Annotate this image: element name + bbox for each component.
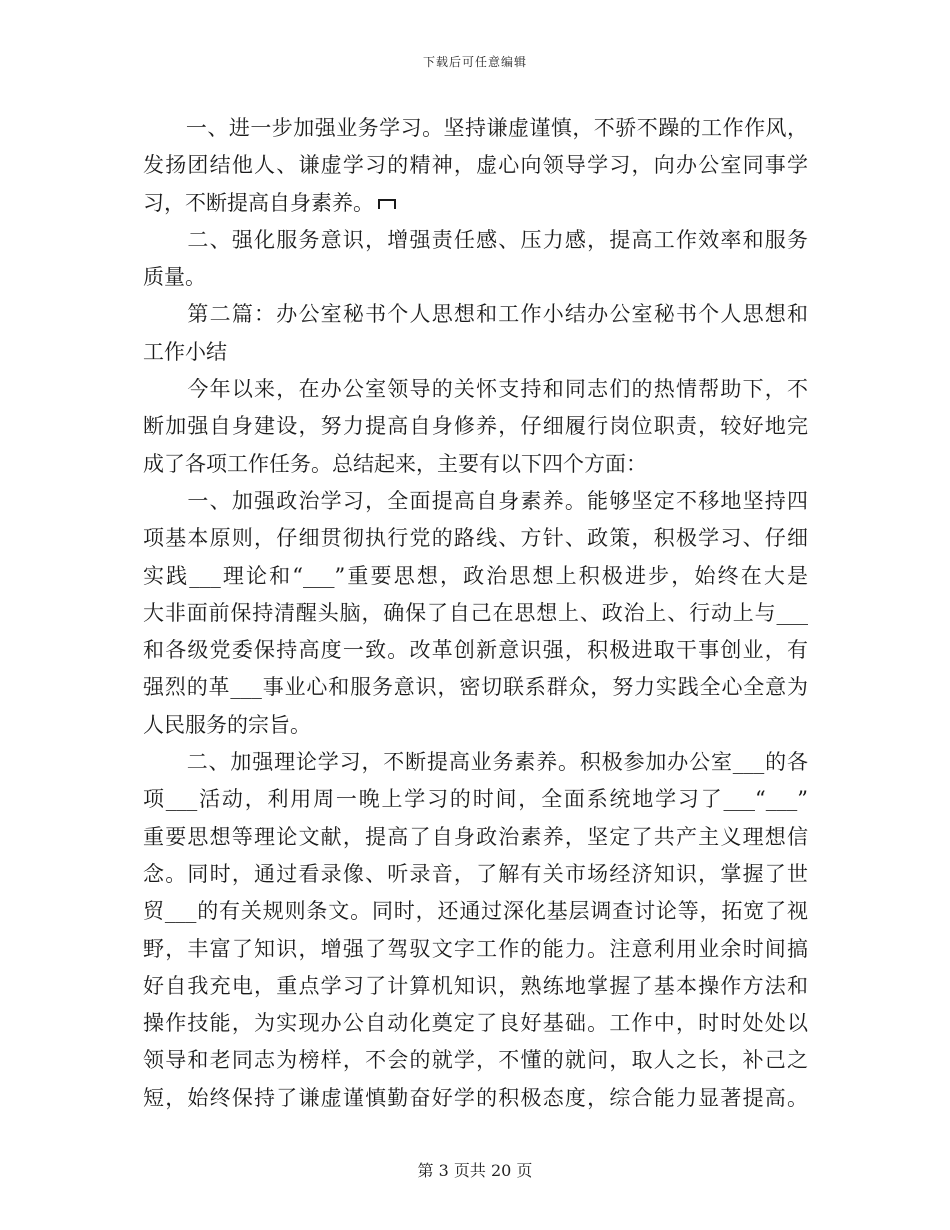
text-line	[143, 856, 808, 893]
text-line-content: 二、加强理论学习，不断提高业务素养。积极参加办公室___的各	[143, 750, 808, 775]
bracket-mark-icon	[378, 199, 396, 209]
text-line-content: 质量。	[143, 265, 206, 290]
text-line-content: 实践___理论和“___”重要思想，政治思想上积极进步，始终在大是	[143, 563, 808, 588]
text-line-content: 项___活动，利用周一晚上学习的时间，全面系统地学习了___“___”	[143, 787, 808, 812]
text-line	[143, 110, 808, 147]
page-header: 下载后可任意编辑	[422, 55, 527, 69]
text-line-content: 二、强化服务意识，增强责任感、压力感，提高工作效率和服务	[143, 227, 808, 252]
text-line-content: 习，不断提高自身素养。	[143, 190, 374, 215]
text-line-content: 好自我充电，重点学习了计算机知识，熟练地掌握了基本操作方法和	[143, 973, 808, 998]
text-line	[143, 1080, 808, 1117]
text-line	[143, 1005, 808, 1042]
text-line-content: 断加强自身建设，努力提高自身修养，仔细履行岗位职责，较好地完	[143, 414, 808, 439]
text-line	[143, 744, 808, 781]
text-line-content: 操作技能，为实现办公自动化奠定了良好基础。工作中，时时处处以	[143, 1011, 808, 1036]
text-line	[143, 893, 808, 930]
text-line-content: 一、进一步加强业务学习。坚持谦虚谨慎，不骄不躁的工作作风，	[143, 116, 808, 140]
text-line	[143, 147, 808, 184]
text-line	[143, 819, 808, 856]
text-line	[143, 222, 808, 259]
page-footer: 第 3 页共 20 页	[417, 1161, 533, 1180]
text-line	[143, 707, 808, 744]
text-line	[143, 259, 808, 296]
text-line	[143, 931, 808, 968]
text-line	[143, 968, 808, 1005]
document-body	[143, 110, 808, 1117]
text-line	[143, 1042, 808, 1079]
text-line	[143, 296, 808, 333]
text-line-content: 强烈的革___事业心和服务意识，密切联系群众，努力实践全心全意为	[143, 675, 808, 700]
text-line-content: 大非面前保持清醒头脑，确保了自己在思想上、政治上、行动上与___	[143, 600, 808, 625]
text-line	[143, 483, 808, 520]
text-line-content: 重要思想等理论文献，提高了自身政治素养，坚定了共产主义理想信	[143, 824, 808, 849]
text-line	[143, 185, 808, 222]
text-line	[143, 446, 808, 483]
text-line-content: 项基本原则，仔细贯彻执行党的路线、方针、政策，积极学习、仔细	[143, 526, 808, 551]
text-line-content: 一、加强政治学习，全面提高自身素养。能够坚定不移地坚持四	[143, 488, 808, 513]
text-line-content: 成了各项工作任务。总结起来，主要有以下四个方面：	[143, 451, 647, 476]
text-line-content: 领导和老同志为榜样，不会的就学，不懂的就问，取人之长，补己之	[143, 1048, 808, 1073]
text-line	[143, 334, 808, 371]
text-line-content: 工作小结	[143, 339, 227, 364]
text-line-content: 短，始终保持了谦虚谨慎勤奋好学的积极态度，综合能力显著提高。	[143, 1085, 808, 1110]
text-line-content: 第二篇：办公室秘书个人思想和工作小结办公室秘书个人思想和	[143, 302, 808, 327]
text-line-content: 和各级党委保持高度一致。改革创新意识强，积极进取干事创业，有	[143, 638, 808, 663]
text-line-content: 念。同时，通过看录像、听录音，了解有关市场经济知识，掌握了世	[143, 861, 808, 886]
text-line-content: 人民服务的宗旨。	[143, 712, 311, 737]
text-line	[143, 632, 808, 669]
text-line-content: 今年以来，在办公室领导的关怀支持和同志们的热情帮助下，不	[143, 377, 808, 402]
text-line-content: 贸___的有关规则条文。同时，还通过深化基层调查讨论等，拓宽了视	[143, 899, 808, 924]
text-line	[143, 371, 808, 408]
text-line	[143, 669, 808, 706]
text-line	[143, 558, 808, 595]
text-line	[143, 595, 808, 632]
text-line	[143, 520, 808, 557]
text-line-content: 发扬团结他人、谦虚学习的精神，虚心向领导学习，向办公室同事学	[143, 153, 808, 178]
text-line-content: 野，丰富了知识，增强了驾驭文字工作的能力。注意利用业余时间搞	[143, 936, 808, 961]
text-line	[143, 781, 808, 818]
text-line	[143, 408, 808, 445]
